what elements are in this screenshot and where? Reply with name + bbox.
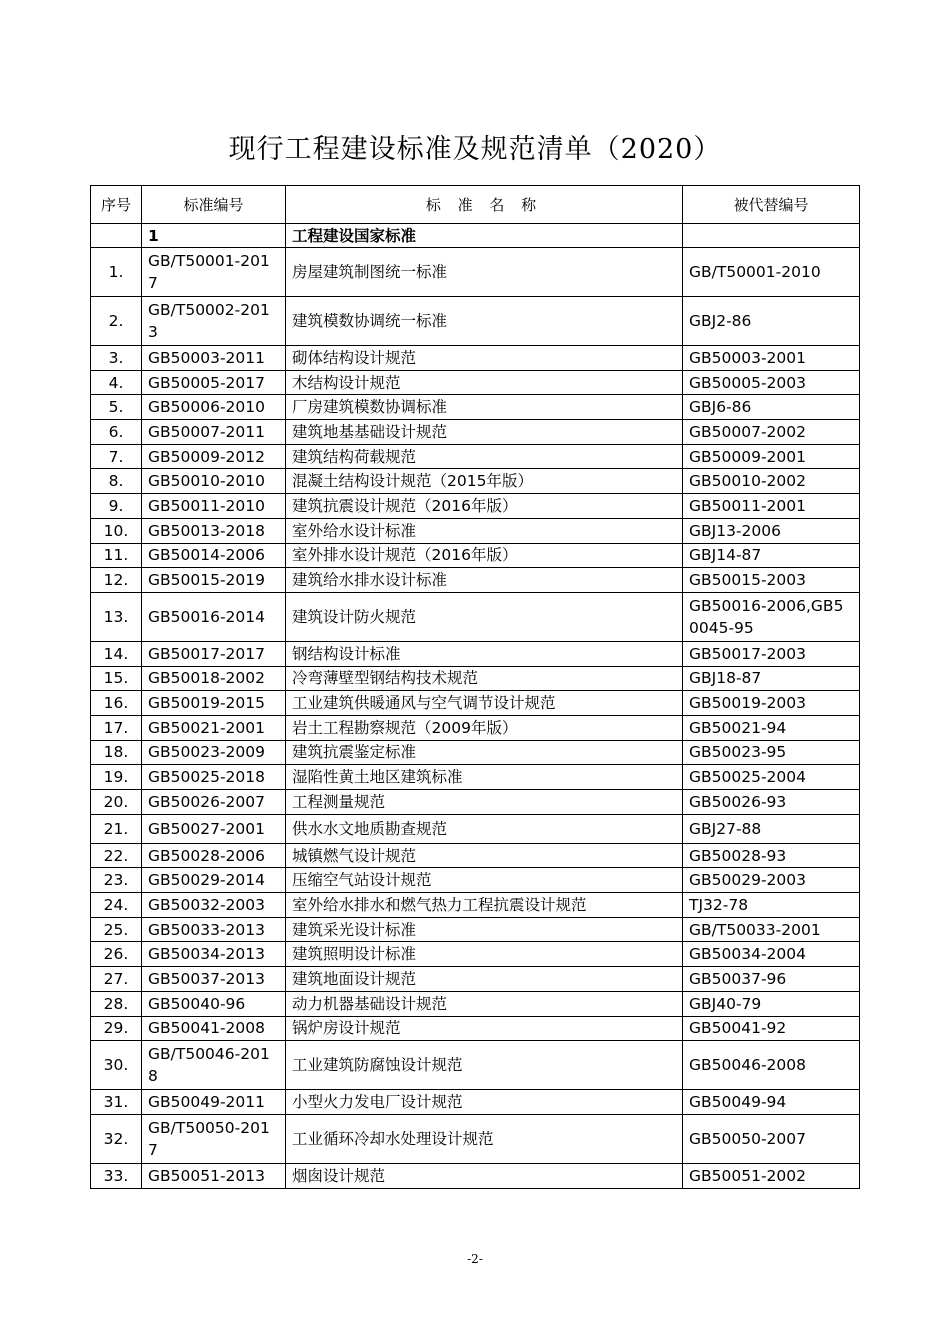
code-cell: GB/T50002-2013 <box>142 297 286 346</box>
table-row <box>91 893 860 918</box>
table-row <box>91 1163 860 1188</box>
seq-cell: 5. <box>91 395 142 420</box>
replaced-cell: GB50046-2008 <box>683 1041 860 1090</box>
name-cell: 建筑照明设计标准 <box>286 942 683 967</box>
name-cell: 钢结构设计标准 <box>286 641 683 666</box>
table-row <box>91 1041 860 1090</box>
seq-cell: 30. <box>91 1041 142 1090</box>
code-cell: GB50051-2013 <box>142 1163 286 1188</box>
seq-cell: 18. <box>91 740 142 765</box>
table-row <box>91 297 860 346</box>
seq-cell: 10. <box>91 518 142 543</box>
section-replaced-cell <box>683 224 860 248</box>
replaced-cell: GB50011-2001 <box>683 494 860 519</box>
table-row <box>91 991 860 1016</box>
table-row <box>91 592 860 641</box>
replaced-cell: GB50016-2006,GB50045-95 <box>683 592 860 641</box>
replaced-cell: GB50017-2003 <box>683 641 860 666</box>
name-cell: 动力机器基础设计规范 <box>286 991 683 1016</box>
code-cell: GB50023-2009 <box>142 740 286 765</box>
seq-cell: 8. <box>91 469 142 494</box>
code-cell: GB50026-2007 <box>142 790 286 815</box>
table-row <box>91 518 860 543</box>
name-cell: 砌体结构设计规范 <box>286 346 683 371</box>
replaced-cell: GB50037-96 <box>683 967 860 992</box>
seq-cell: 23. <box>91 868 142 893</box>
seq-cell: 17. <box>91 715 142 740</box>
table-row <box>91 942 860 967</box>
seq-cell: 22. <box>91 843 142 868</box>
code-cell: GB50025-2018 <box>142 765 286 790</box>
replaced-cell: GBJ18-87 <box>683 666 860 691</box>
code-cell: GB50033-2013 <box>142 917 286 942</box>
name-cell: 建筑结构荷载规范 <box>286 444 683 469</box>
name-cell: 冷弯薄壁型钢结构技术规范 <box>286 666 683 691</box>
table-row <box>91 715 860 740</box>
seq-cell: 15. <box>91 666 142 691</box>
seq-cell: 7. <box>91 444 142 469</box>
seq-cell: 14. <box>91 641 142 666</box>
replaced-cell: GBJ14-87 <box>683 543 860 568</box>
replaced-cell: GB50026-93 <box>683 790 860 815</box>
code-cell: GB50017-2017 <box>142 641 286 666</box>
replaced-cell: GB50007-2002 <box>683 420 860 445</box>
replaced-cell: GB50034-2004 <box>683 942 860 967</box>
replaced-cell: GBJ2-86 <box>683 297 860 346</box>
seq-cell: 4. <box>91 370 142 395</box>
name-cell: 室外给水设计标准 <box>286 518 683 543</box>
name-cell: 工业建筑防腐蚀设计规范 <box>286 1041 683 1090</box>
table-row <box>91 967 860 992</box>
name-cell: 建筑模数协调统一标准 <box>286 297 683 346</box>
table-row <box>91 543 860 568</box>
section-title: 工程建设国家标准 <box>286 224 683 248</box>
seq-cell: 33. <box>91 1163 142 1188</box>
seq-cell: 2. <box>91 297 142 346</box>
code-cell: GB50015-2019 <box>142 568 286 593</box>
seq-cell: 16. <box>91 691 142 716</box>
code-cell: GB50029-2014 <box>142 868 286 893</box>
seq-cell: 29. <box>91 1016 142 1041</box>
code-cell: GB50011-2010 <box>142 494 286 519</box>
name-cell: 工业建筑供暖通风与空气调节设计规范 <box>286 691 683 716</box>
replaced-cell: GB50021-94 <box>683 715 860 740</box>
table-row <box>91 346 860 371</box>
table-row <box>91 666 860 691</box>
name-cell: 厂房建筑模数协调标准 <box>286 395 683 420</box>
name-cell: 建筑采光设计标准 <box>286 917 683 942</box>
seq-cell: 27. <box>91 967 142 992</box>
name-cell: 城镇燃气设计规范 <box>286 843 683 868</box>
name-cell: 工程测量规范 <box>286 790 683 815</box>
name-cell: 小型火力发电厂设计规范 <box>286 1090 683 1115</box>
replaced-cell: GB50005-2003 <box>683 370 860 395</box>
replaced-cell: GB50003-2001 <box>683 346 860 371</box>
seq-cell: 1. <box>91 248 142 297</box>
name-cell: 木结构设计规范 <box>286 370 683 395</box>
code-cell: GB50049-2011 <box>142 1090 286 1115</box>
seq-cell: 19. <box>91 765 142 790</box>
replaced-cell: TJ32-78 <box>683 893 860 918</box>
code-cell: GB/T50001-2017 <box>142 248 286 297</box>
table-row <box>91 917 860 942</box>
seq-cell: 31. <box>91 1090 142 1115</box>
replaced-cell: GBJ13-2006 <box>683 518 860 543</box>
table-row <box>91 1016 860 1041</box>
code-cell: GB50018-2002 <box>142 666 286 691</box>
code-cell: GB50032-2003 <box>142 893 286 918</box>
replaced-cell: GB50041-92 <box>683 1016 860 1041</box>
table-row <box>91 469 860 494</box>
replaced-cell: GB50028-93 <box>683 843 860 868</box>
code-cell: GB/T50050-2017 <box>142 1114 286 1163</box>
name-cell: 供水水文地质勘查规范 <box>286 814 683 843</box>
name-cell: 室外给水排水和燃气热力工程抗震设计规范 <box>286 893 683 918</box>
seq-cell: 3. <box>91 346 142 371</box>
replaced-cell: GB50050-2007 <box>683 1114 860 1163</box>
replaced-cell: GB50025-2004 <box>683 765 860 790</box>
code-cell: GB50019-2015 <box>142 691 286 716</box>
code-cell: GB50041-2008 <box>142 1016 286 1041</box>
code-cell: GB/T50046-2018 <box>142 1041 286 1090</box>
name-cell: 建筑地基基础设计规范 <box>286 420 683 445</box>
seq-cell: 11. <box>91 543 142 568</box>
table-row <box>91 1114 860 1163</box>
seq-cell: 24. <box>91 893 142 918</box>
seq-cell: 9. <box>91 494 142 519</box>
code-cell: GB50009-2012 <box>142 444 286 469</box>
section-seq-cell <box>91 224 142 248</box>
replaced-cell: GBJ27-88 <box>683 814 860 843</box>
name-cell: 烟囱设计规范 <box>286 1163 683 1188</box>
name-cell: 压缩空气站设计规范 <box>286 868 683 893</box>
table-row <box>91 868 860 893</box>
code-cell: GB50010-2010 <box>142 469 286 494</box>
code-cell: GB50034-2013 <box>142 942 286 967</box>
seq-cell: 12. <box>91 568 142 593</box>
page-title: 现行工程建设标准及规范清单（2020） <box>228 134 722 165</box>
header-seq: 序号 <box>91 186 142 224</box>
name-cell: 工业循环冷却水处理设计规范 <box>286 1114 683 1163</box>
code-cell: GB50003-2011 <box>142 346 286 371</box>
code-cell: GB50005-2017 <box>142 370 286 395</box>
table-row <box>91 765 860 790</box>
replaced-cell: GB50015-2003 <box>683 568 860 593</box>
name-cell: 建筑抗震设计规范（2016年版） <box>286 494 683 519</box>
table-row <box>91 494 860 519</box>
replaced-cell: GB50019-2003 <box>683 691 860 716</box>
code-cell: GB50021-2001 <box>142 715 286 740</box>
table-row <box>91 444 860 469</box>
table-row <box>91 691 860 716</box>
code-cell: GB50027-2001 <box>142 814 286 843</box>
table-row <box>91 814 860 843</box>
name-cell: 岩土工程勘察规范（2009年版） <box>286 715 683 740</box>
replaced-cell: GB50009-2001 <box>683 444 860 469</box>
code-cell: GB50014-2006 <box>142 543 286 568</box>
header-name: 标 准 名 称 <box>286 186 683 224</box>
table-row <box>91 420 860 445</box>
table-row <box>91 248 860 297</box>
header-replaced: 被代替编号 <box>683 186 860 224</box>
name-cell: 锅炉房设计规范 <box>286 1016 683 1041</box>
code-cell: GB50040-96 <box>142 991 286 1016</box>
table-row <box>91 395 860 420</box>
code-cell: GB50028-2006 <box>142 843 286 868</box>
name-cell: 建筑抗震鉴定标准 <box>286 740 683 765</box>
seq-cell: 20. <box>91 790 142 815</box>
code-cell: GB50007-2011 <box>142 420 286 445</box>
seq-cell: 26. <box>91 942 142 967</box>
table-header-row <box>91 186 860 224</box>
replaced-cell: GB/T50001-2010 <box>683 248 860 297</box>
replaced-cell: GB50051-2002 <box>683 1163 860 1188</box>
replaced-cell: GB50029-2003 <box>683 868 860 893</box>
table-row <box>91 1090 860 1115</box>
table-row <box>91 790 860 815</box>
replaced-cell: GBJ40-79 <box>683 991 860 1016</box>
section-number: 1 <box>142 224 286 248</box>
code-cell: GB50016-2014 <box>142 592 286 641</box>
name-cell: 室外排水设计规范（2016年版） <box>286 543 683 568</box>
name-cell: 混凝土结构设计规范（2015年版） <box>286 469 683 494</box>
seq-cell: 6. <box>91 420 142 445</box>
replaced-cell: GB/T50033-2001 <box>683 917 860 942</box>
name-cell: 湿陷性黄土地区建筑标准 <box>286 765 683 790</box>
seq-cell: 32. <box>91 1114 142 1163</box>
table-row <box>91 740 860 765</box>
table-row <box>91 568 860 593</box>
replaced-cell: GB50049-94 <box>683 1090 860 1115</box>
section-row <box>91 224 860 248</box>
seq-cell: 13. <box>91 592 142 641</box>
code-cell: GB50013-2018 <box>142 518 286 543</box>
name-cell: 建筑设计防火规范 <box>286 592 683 641</box>
replaced-cell: GB50023-95 <box>683 740 860 765</box>
replaced-cell: GB50010-2002 <box>683 469 860 494</box>
code-cell: GB50037-2013 <box>142 967 286 992</box>
standards-table <box>90 185 860 1189</box>
name-cell: 房屋建筑制图统一标准 <box>286 248 683 297</box>
seq-cell: 21. <box>91 814 142 843</box>
table-row <box>91 641 860 666</box>
table-row <box>91 370 860 395</box>
replaced-cell: GBJ6-86 <box>683 395 860 420</box>
table-row <box>91 843 860 868</box>
seq-cell: 28. <box>91 991 142 1016</box>
page-number: -2- <box>467 1252 483 1266</box>
name-cell: 建筑地面设计规范 <box>286 967 683 992</box>
name-cell: 建筑给水排水设计标准 <box>286 568 683 593</box>
header-code: 标准编号 <box>142 186 286 224</box>
seq-cell: 25. <box>91 917 142 942</box>
code-cell: GB50006-2010 <box>142 395 286 420</box>
